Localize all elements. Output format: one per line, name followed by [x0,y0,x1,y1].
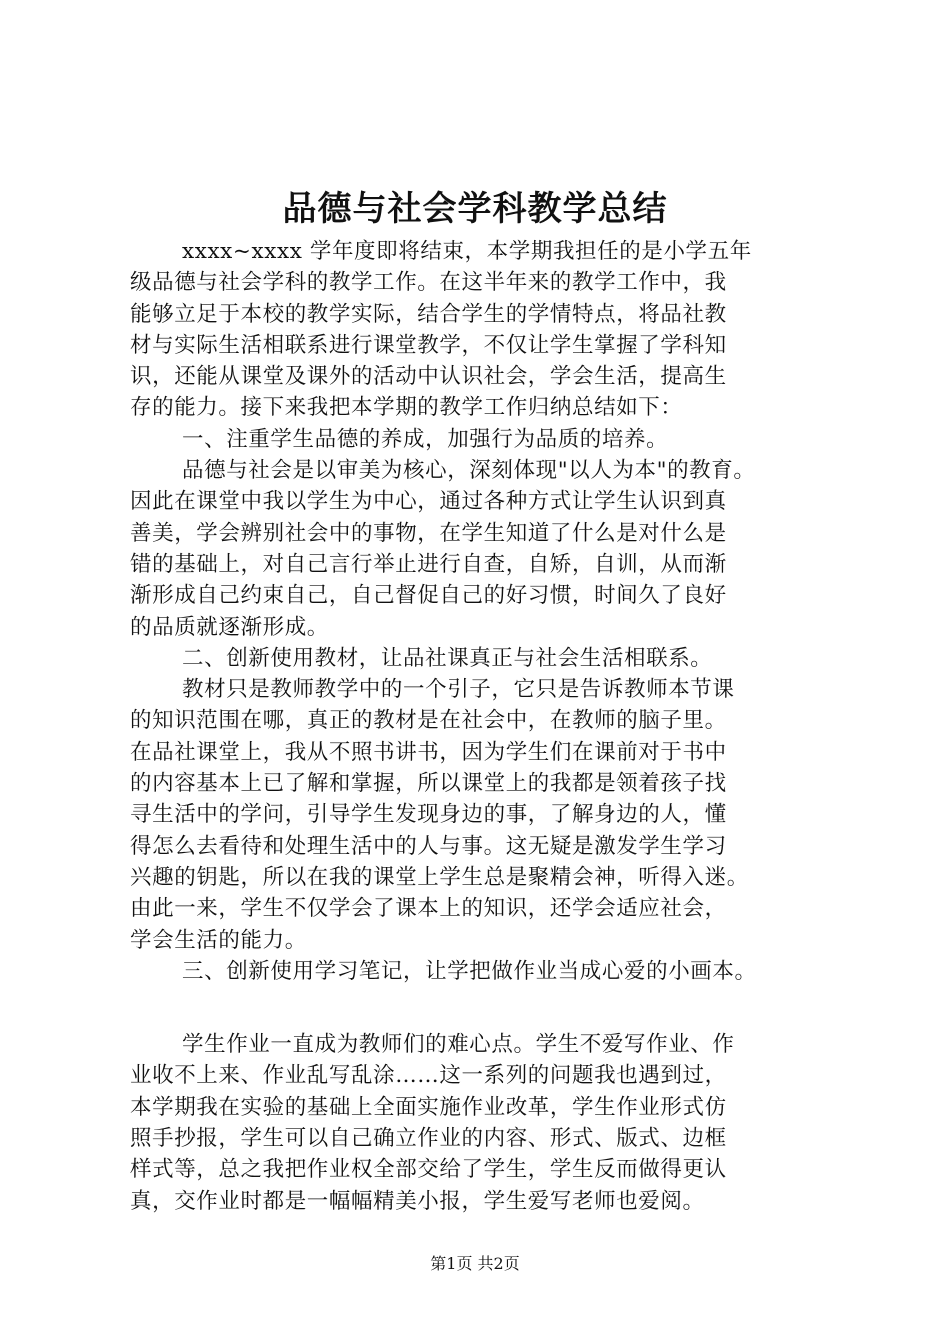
section-heading-2: 二、创新使用教材，让品社课真正与社会生活相联系。 [182,645,713,671]
text-line: 的品质就逐渐形成。 [130,614,329,640]
text-line: 善美，学会辨别社会中的事物，在学生知道了什么是对什么是 [130,520,727,546]
text-line: 真，交作业时都是一幅幅精美小报，学生爱写老师也爱阅。 [130,1188,705,1214]
text-line: 学会生活的能力。 [130,927,307,953]
text-line: 因此在课堂中我以学生为中心，通过各种方式让学生认识到真 [130,489,727,515]
text-line: 的知识范围在哪，真正的教材是在社会中，在教师的脑子里。 [130,708,727,734]
document-body [130,236,850,1217]
text-line: 品德与社会是以审美为核心，深刻体现"以人为本"的教育。 [182,458,756,484]
text-line: 得怎么去看待和处理生活中的人与事。这无疑是激发学生学习 [130,833,727,859]
text-line: 渐形成自己约束自己，自己督促自己的好习惯，时间久了良好 [130,583,727,609]
text-line: 由此一来，学生不仅学会了课本上的知识，还学会适应社会， [130,896,727,922]
text-line: 错的基础上，对自己言行举止进行自查，自矫，自训，从而渐 [130,551,727,577]
text-line: 样式等，总之我把作业权全部交给了学生，学生反而做得更认 [130,1157,727,1183]
paragraph-gap [130,987,850,1029]
text-line: 寻生活中的学问，引导学生发现身边的事，了解身边的人，懂 [130,802,727,828]
section-heading-3: 三、创新使用学习笔记，让学把做作业当成心爱的小画本。 [182,958,757,984]
text-line: 识，还能从课堂及课外的活动中认识社会，学会生活，提高生 [130,364,727,390]
text-line: xxxx~xxxx 学年度即将结束，本学期我担任的是小学五年 [182,239,752,264]
section-heading-1: 一、注重学生品德的养成，加强行为品质的培养。 [182,426,669,452]
text-line: 学生作业一直成为教师们的难心点。学生不爱写作业、作 [182,1032,735,1058]
page-title: 品德与社会学科教学总结 [282,189,668,229]
page-footer: 第1页 共2页 [430,1254,520,1273]
text-line: 的内容基本上已了解和掌握，所以课堂上的我都是领着孩子找 [130,771,727,797]
text-line: 照手抄报，学生可以自己确立作业的内容、形式、版式、边框 [130,1126,727,1152]
text-line: 兴趣的钥匙，所以在我的课堂上学生总是聚精会神，听得入迷。 [130,864,749,890]
text-line: 本学期我在实验的基础上全面实施作业改革，学生作业形式仿 [130,1094,727,1120]
text-line: 能够立足于本校的教学实际，结合学生的学情特点，将品社教 [130,301,727,327]
text-line: 教材只是教师教学中的一个引子，它只是告诉教师本节课 [182,677,735,703]
text-line: 材与实际生活相联系进行课堂教学，不仅让学生掌握了学科知 [130,332,727,358]
text-line: 在品社课堂上，我从不照书讲书，因为学生们在课前对于书中 [130,739,727,765]
text-line: 存的能力。接下来我把本学期的教学工作归纳总结如下： [130,395,683,421]
text-line: 业收不上来、作业乱写乱涂……这一系列的问题我也遇到过， [130,1063,727,1089]
text-line: 级品德与社会学科的教学工作。在这半年来的教学工作中，我 [130,270,727,296]
